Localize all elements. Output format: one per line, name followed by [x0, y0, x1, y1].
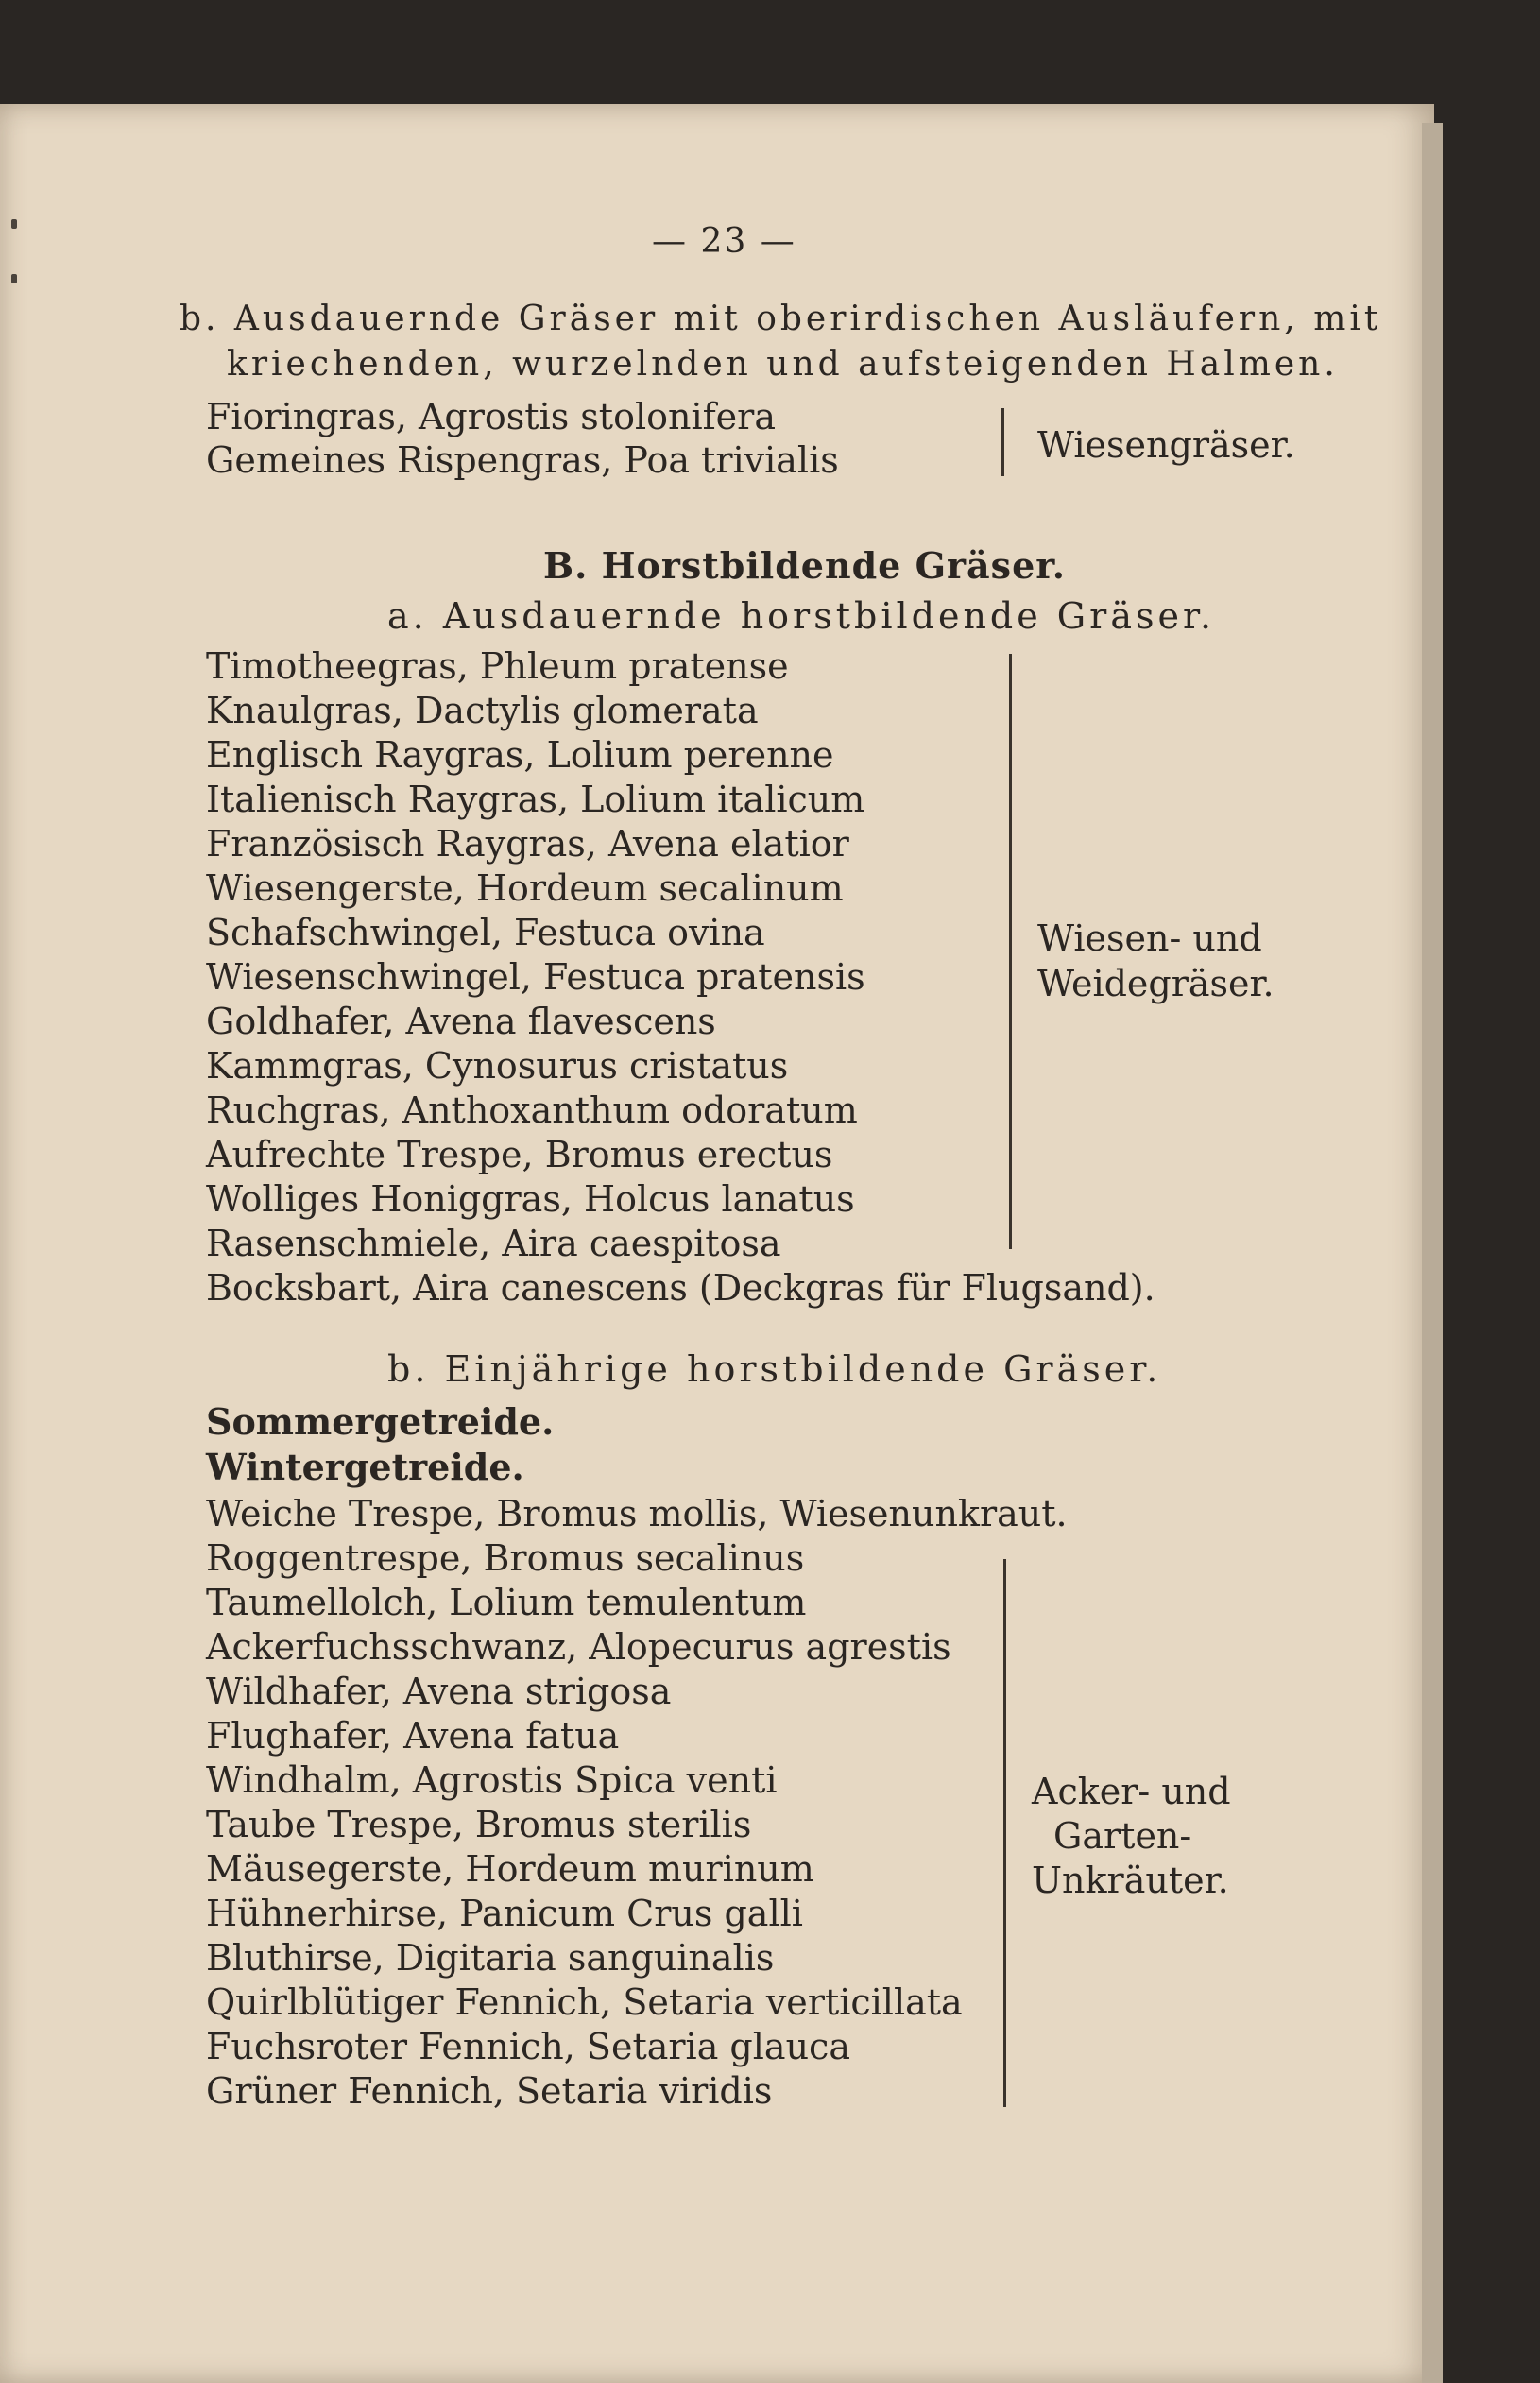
list-item: Ackerfuchsschwanz, Alopecurus agrestis [206, 1626, 951, 1668]
list-item: Knaulgras, Dactylis glomerata [206, 690, 759, 731]
list-item: Bluthirse, Digitaria sanguinalis [206, 1937, 775, 1979]
list-item: Hühnerhirse, Panicum Crus galli [206, 1893, 803, 1934]
list-item: Wiesengerste, Hordeum secalinum [206, 867, 844, 909]
list-item: Windhalm, Agrostis Spica venti [206, 1759, 778, 1801]
group-label: Wiesengräser. [1037, 424, 1295, 466]
subsection-a: a. Ausdauernde horstbildende Gräser. [387, 595, 1216, 637]
list-item: Wolliges Honiggras, Holcus lanatus [206, 1178, 855, 1220]
list-item: Fioringras, Agrostis stolonifera [206, 396, 776, 437]
group-label: Acker- und [1032, 1771, 1231, 1812]
list-item: Mäusegerste, Hordeum murinum [206, 1848, 814, 1890]
brace [1001, 408, 1004, 476]
section-heading: B. Horstbildende Gräser. [543, 544, 1067, 587]
list-item: Französisch Raygras, Avena elatior [206, 823, 849, 865]
list-item: Quirlblütiger Fennich, Setaria verticillata [206, 1981, 963, 2023]
section-b1-line2: kriechenden, wurzelnden und aufsteigenden Halmen. [227, 345, 1339, 384]
list-item: Flughafer, Avena fatua [206, 1715, 620, 1757]
list-item: Rasenschmiele, Aira caespitosa [206, 1223, 781, 1264]
list-item: Wiesenschwingel, Festuca pratensis [206, 956, 865, 998]
group-label: Unkräuter. [1032, 1860, 1229, 1901]
list-item: Roggentrespe, Bromus secalinus [206, 1537, 805, 1579]
list-item: Wildhafer, Avena strigosa [206, 1671, 672, 1712]
list-item: Timotheegras, Phleum pratense [206, 645, 789, 687]
group-label: Garten- [1053, 1815, 1192, 1857]
list-item: Weiche Trespe, Bromus mollis, Wiesenunkraut. [206, 1493, 1068, 1534]
list-item: Fuchsroter Fennich, Setaria glauca [206, 2026, 850, 2067]
list-item: Gemeines Rispengras, Poa trivialis [206, 439, 839, 481]
list-item: Kammgras, Cynosurus cristatus [206, 1045, 789, 1087]
page-number: — 23 — [652, 222, 796, 261]
page-edge [1422, 123, 1443, 2383]
list-item: Aufrechte Trespe, Bromus erectus [206, 1134, 833, 1175]
subsection-b: b. Einjährige horstbildende Gräser. [387, 1348, 1162, 1390]
category-heading: Sommergetreide. [206, 1400, 555, 1443]
list-item: Englisch Raygras, Lolium perenne [206, 734, 834, 776]
category-heading: Wintergetreide. [206, 1446, 524, 1488]
group-label: Wiesen- und [1037, 917, 1262, 959]
group-label: Weidegräser. [1037, 963, 1275, 1004]
section-b1-line1: b. Ausdauernde Gräser mit oberirdischen Ausläufern, mit [180, 300, 1382, 338]
list-item: Schafschwingel, Festuca ovina [206, 912, 765, 953]
list-item: Taumellolch, Lolium temulentum [206, 1582, 807, 1623]
binding-mark [11, 219, 17, 229]
brace [1003, 1559, 1006, 2107]
list-item: Goldhafer, Avena flavescens [206, 1001, 716, 1042]
list-item: Taube Trespe, Bromus sterilis [206, 1804, 752, 1845]
list-item: Bocksbart, Aira canescens (Deckgras für Flugsand). [206, 1267, 1155, 1309]
list-item: Ruchgras, Anthoxanthum odoratum [206, 1089, 858, 1131]
list-item: Italienisch Raygras, Lolium italicum [206, 779, 865, 820]
brace [1009, 654, 1012, 1249]
binding-mark [11, 274, 17, 283]
list-item: Grüner Fennich, Setaria viridis [206, 2070, 773, 2112]
